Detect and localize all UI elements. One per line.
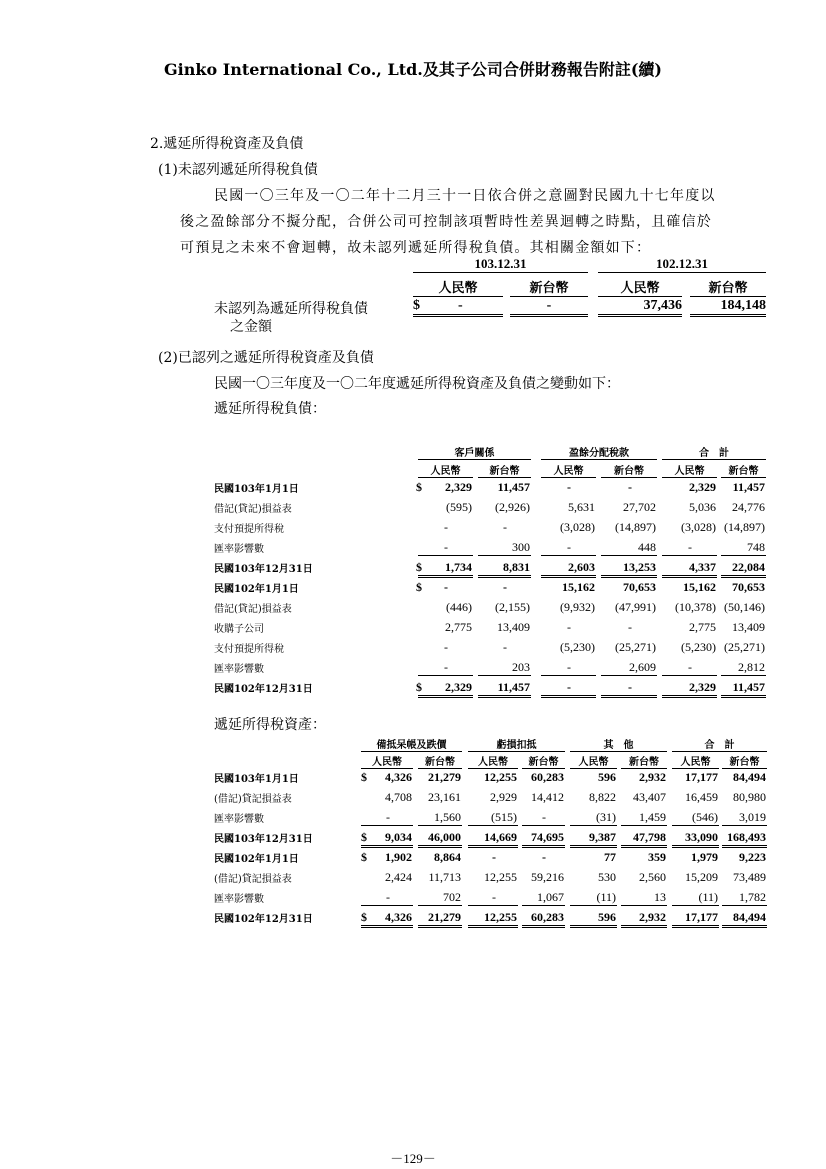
value-cell: 15,162 bbox=[562, 580, 595, 594]
value-cell: 47,798 bbox=[621, 830, 667, 848]
page-number: －129－ bbox=[390, 1151, 436, 1166]
row-label: 收購子公司 bbox=[214, 624, 264, 635]
dollar-sign: $ bbox=[361, 830, 367, 844]
value-cell: - bbox=[541, 660, 596, 676]
row-label: 匯率影響數 bbox=[214, 814, 264, 825]
value-cell: 2,560 bbox=[639, 870, 666, 884]
value-cell: 2,609 bbox=[601, 660, 657, 676]
value-cell: - bbox=[542, 850, 546, 864]
value-cell: (47,991) bbox=[615, 600, 656, 614]
page-header: Ginko International Co., Ltd.及其子公司合併財務報告附註(續) bbox=[164, 60, 662, 79]
value-cell: 17,177 bbox=[685, 770, 718, 784]
row-label: 借記(貸記)損益表 bbox=[214, 504, 292, 515]
paragraph-line: 可預見之未來不會迴轉，故未認列遞延所得稅負債。其相關金額如下： bbox=[180, 240, 652, 256]
column-header: 新台幣 bbox=[418, 753, 462, 769]
value-cell: 4,326 bbox=[361, 910, 413, 928]
value-cell: 2,329 bbox=[689, 480, 716, 494]
value-cell: 13,409 bbox=[732, 620, 765, 634]
value-cell: (31) bbox=[570, 810, 617, 826]
section-title: 2.遞延所得稅資產及負債 bbox=[150, 136, 304, 152]
value-cell: 702 bbox=[418, 890, 462, 906]
dollar-sign: $ bbox=[416, 560, 422, 574]
value-cell: - bbox=[541, 540, 596, 556]
value-cell bbox=[413, 298, 503, 317]
row-label: 匯率影響數 bbox=[214, 544, 264, 555]
value-cell: - bbox=[444, 640, 448, 654]
column-header: 新台幣 bbox=[722, 753, 767, 769]
value-cell: 4,326 bbox=[385, 770, 412, 784]
value-cell: 24,776 bbox=[732, 500, 765, 514]
group-header: 虧損扣抵 bbox=[468, 736, 565, 752]
value-cell: - bbox=[541, 680, 596, 698]
value-cell: 1,560 bbox=[418, 810, 462, 826]
value-cell: (9,932) bbox=[560, 600, 595, 614]
value-cell: (5,230) bbox=[560, 640, 595, 654]
group-header: 合 計 bbox=[672, 736, 767, 752]
value-cell: 13 bbox=[621, 890, 667, 906]
value-cell: 14,412 bbox=[531, 790, 564, 804]
row-label: 未認列為遞延所得稅負債 bbox=[214, 301, 368, 317]
value-cell: 596 bbox=[570, 910, 617, 928]
value-cell: 4,337 bbox=[662, 560, 717, 578]
column-header: 新台幣 bbox=[690, 277, 766, 297]
value-cell: 74,695 bbox=[522, 830, 565, 848]
value-cell: 9,223 bbox=[739, 850, 766, 864]
value-cell: - bbox=[361, 810, 413, 826]
row-label: 匯率影響數 bbox=[214, 664, 264, 675]
value-cell: 1,067 bbox=[522, 890, 565, 906]
value-cell: 11,713 bbox=[428, 870, 461, 884]
value-cell: 43,407 bbox=[633, 790, 666, 804]
value-cell: (25,271) bbox=[724, 640, 765, 654]
row-label: 之金額 bbox=[230, 319, 272, 335]
value-cell: (50,146) bbox=[724, 600, 765, 614]
dollar-sign: $ bbox=[361, 910, 367, 924]
value-cell: (14,897) bbox=[615, 520, 656, 534]
value-cell: 2,329 bbox=[418, 680, 473, 698]
value-cell: - bbox=[628, 480, 632, 494]
row-label: 民國102年1月1日 bbox=[214, 854, 299, 865]
value-cell: 77 bbox=[604, 850, 616, 864]
value-cell: 17,177 bbox=[672, 910, 719, 928]
column-header: 人民幣 bbox=[598, 277, 682, 297]
column-header: 新台幣 bbox=[721, 462, 766, 478]
value-cell: (10,378) bbox=[675, 600, 716, 614]
value-cell: (11) bbox=[672, 890, 719, 906]
value-cell: 12,255 bbox=[484, 770, 517, 784]
value-cell: 11,457 bbox=[732, 480, 765, 494]
value-cell: 3,019 bbox=[722, 810, 767, 826]
value-cell: 80,980 bbox=[733, 790, 766, 804]
value-cell: 4,708 bbox=[385, 790, 412, 804]
column-header: 新台幣 bbox=[478, 462, 531, 478]
value-cell: 13,409 bbox=[497, 620, 530, 634]
value-cell: 33,090 bbox=[672, 830, 719, 848]
value-cell: 300 bbox=[478, 540, 531, 556]
dollar-sign: $ bbox=[361, 770, 367, 784]
value-cell: 2,775 bbox=[689, 620, 716, 634]
group-header: 合 計 bbox=[662, 444, 766, 460]
row-label: 支付預提所得稅 bbox=[214, 524, 284, 535]
value-cell: 23,161 bbox=[428, 790, 461, 804]
value-cell: (2,155) bbox=[495, 600, 530, 614]
column-header: 新台幣 bbox=[621, 753, 667, 769]
row-label: 借記(貸記)損益表 bbox=[214, 604, 292, 615]
value-cell: - bbox=[522, 810, 565, 826]
group-header: 備抵呆帳及跌價 bbox=[361, 736, 462, 752]
row-label: (借記)貸記損益表 bbox=[214, 874, 292, 885]
value-cell: 73,489 bbox=[733, 870, 766, 884]
value-cell: 8,822 bbox=[589, 790, 616, 804]
value-cell: 203 bbox=[478, 660, 531, 676]
value-cell: 168,493 bbox=[722, 830, 767, 848]
value-cell: 530 bbox=[598, 870, 616, 884]
value-cell: (5,230) bbox=[681, 640, 716, 654]
row-label: 民國103年12月31日 bbox=[214, 564, 313, 575]
value-cell: - bbox=[503, 640, 507, 654]
value-cell: 22,084 bbox=[721, 560, 766, 578]
value-cell: 15,162 bbox=[683, 580, 716, 594]
value-cell: 1,902 bbox=[385, 850, 412, 864]
value-cell: 21,279 bbox=[418, 910, 462, 928]
value-cell: 21,279 bbox=[428, 770, 461, 784]
subsection-2-title: (2)已認列之遞延所得稅資產及負債 bbox=[158, 350, 374, 366]
value-cell: 84,494 bbox=[722, 910, 767, 928]
value-cell: 11,457 bbox=[721, 680, 766, 698]
subsection-1-title: (1)未認列遞延所得稅負債 bbox=[158, 162, 318, 178]
dollar-sign: $ bbox=[413, 298, 420, 313]
value-cell: - bbox=[510, 298, 588, 317]
date-header: 102.12.31 bbox=[598, 256, 766, 273]
row-label: (借記)貸記損益表 bbox=[214, 794, 292, 805]
row-label: 民國102年1月1日 bbox=[214, 584, 299, 595]
value-cell: 8,831 bbox=[478, 560, 531, 578]
paragraph-line: 後之盈餘部分不擬分配，合併公司可控制該項暫時性差異迴轉之時點，且確信於 bbox=[180, 214, 712, 230]
column-header: 人民幣 bbox=[468, 753, 518, 769]
value-cell: 2,603 bbox=[541, 560, 596, 578]
column-header: 人民幣 bbox=[672, 753, 719, 769]
dollar-sign: $ bbox=[416, 480, 422, 494]
column-header: 人民幣 bbox=[541, 462, 596, 478]
value-cell: (14,897) bbox=[724, 520, 765, 534]
value-cell: 11,457 bbox=[478, 680, 531, 698]
value-cell: (595) bbox=[446, 500, 472, 514]
paragraph-line: 民國一〇三年度及一〇二年度遞延所得稅資產及負債之變動如下： bbox=[214, 376, 620, 392]
column-header: 新台幣 bbox=[601, 462, 657, 478]
value-cell: - bbox=[662, 540, 717, 556]
dollar-sign: $ bbox=[416, 680, 422, 694]
value-cell: (3,028) bbox=[681, 520, 716, 534]
value-cell: 1,459 bbox=[621, 810, 667, 826]
value-cell: 2,932 bbox=[621, 910, 667, 928]
value-cell: - bbox=[601, 680, 657, 698]
value-cell: - bbox=[662, 660, 717, 676]
group-header: 盈餘分配稅款 bbox=[541, 444, 657, 460]
value-cell: 1,782 bbox=[722, 890, 767, 906]
value-cell: 2,424 bbox=[385, 870, 412, 884]
asset-title: 遞延所得稅資產： bbox=[214, 717, 326, 733]
value-cell: (3,028) bbox=[560, 520, 595, 534]
value-cell: 2,812 bbox=[721, 660, 766, 676]
liability-title: 遞延所得稅負債： bbox=[214, 401, 326, 417]
value-cell: 59,216 bbox=[531, 870, 564, 884]
value-cell: - bbox=[444, 520, 448, 534]
column-header: 人民幣 bbox=[570, 753, 617, 769]
value-cell: 14,669 bbox=[468, 830, 518, 848]
value-cell: 8,864 bbox=[434, 850, 461, 864]
value-cell: - bbox=[492, 850, 496, 864]
value-cell: 2,932 bbox=[639, 770, 666, 784]
paragraph-line: 民國一〇三年及一〇二年十二月三十一日依合併之意圖對民國九十七年度以 bbox=[214, 188, 716, 204]
value-cell: 359 bbox=[648, 850, 666, 864]
value-cell: (11) bbox=[570, 890, 617, 906]
value-cell: 70,653 bbox=[623, 580, 656, 594]
date-header: 103.12.31 bbox=[413, 256, 588, 273]
value-cell: 60,283 bbox=[522, 910, 565, 928]
value-cell: 2,775 bbox=[445, 620, 472, 634]
value-cell: 448 bbox=[601, 540, 657, 556]
value-cell: 16,459 bbox=[685, 790, 718, 804]
row-label: 民國103年1月1日 bbox=[214, 484, 299, 495]
value-cell: - bbox=[444, 580, 448, 594]
value-cell: 12,255 bbox=[468, 910, 518, 928]
value-cell: 9,034 bbox=[361, 830, 413, 848]
column-header: 人民幣 bbox=[361, 753, 413, 769]
value-cell: 2,329 bbox=[662, 680, 717, 698]
value-cell: (446) bbox=[446, 600, 472, 614]
value-cell: (515) bbox=[468, 810, 518, 826]
value-cell: - bbox=[628, 620, 632, 634]
row-label: 民國103年1月1日 bbox=[214, 774, 299, 785]
value-cell: - bbox=[567, 480, 571, 494]
value-cell: 5,631 bbox=[568, 500, 595, 514]
column-header: 人民幣 bbox=[662, 462, 717, 478]
row-label: 匯率影響數 bbox=[214, 894, 264, 905]
value-cell: (2,926) bbox=[495, 500, 530, 514]
value-cell: 70,653 bbox=[732, 580, 765, 594]
value-cell: 27,702 bbox=[623, 500, 656, 514]
value-cell: - bbox=[468, 890, 518, 906]
value-cell: 60,283 bbox=[531, 770, 564, 784]
value-cell: 15,209 bbox=[685, 870, 718, 884]
column-header: 人民幣 bbox=[413, 277, 503, 297]
dollar-sign: $ bbox=[361, 850, 367, 864]
value-cell: 11,457 bbox=[497, 480, 530, 494]
value-cell: 5,036 bbox=[689, 500, 716, 514]
value-cell: - bbox=[361, 890, 413, 906]
value-cell: (546) bbox=[672, 810, 719, 826]
dollar-sign: $ bbox=[416, 580, 422, 594]
group-header: 其 他 bbox=[570, 736, 667, 752]
value-cell: 2,329 bbox=[445, 480, 472, 494]
value-cell: - bbox=[503, 520, 507, 534]
row-label: 民國102年12月31日 bbox=[214, 914, 313, 925]
value-cell: 84,494 bbox=[733, 770, 766, 784]
value-cell: 596 bbox=[598, 770, 616, 784]
value-cell: 13,253 bbox=[601, 560, 657, 578]
group-header: 客戶關係 bbox=[418, 444, 531, 460]
value-cell: - bbox=[418, 660, 473, 676]
value-cell: 9,387 bbox=[570, 830, 617, 848]
row-label: 支付預提所得稅 bbox=[214, 644, 284, 655]
value-cell: 46,000 bbox=[418, 830, 462, 848]
value-cell: - bbox=[567, 620, 571, 634]
value-cell: 2,929 bbox=[490, 790, 517, 804]
value-cell: - bbox=[503, 580, 507, 594]
column-header: 新台幣 bbox=[522, 753, 565, 769]
column-header: 新台幣 bbox=[510, 277, 588, 297]
row-label: 民國102年12月31日 bbox=[214, 684, 313, 695]
value-cell: 12,255 bbox=[484, 870, 517, 884]
value-cell: - bbox=[418, 540, 473, 556]
column-header: 人民幣 bbox=[418, 462, 473, 478]
value-cell: 37,436 bbox=[598, 298, 682, 317]
value-cell: 1,734 bbox=[418, 560, 473, 578]
value-cell: 184,148 bbox=[690, 298, 766, 317]
value: - bbox=[458, 298, 463, 313]
value-cell: 1,979 bbox=[691, 850, 718, 864]
value-cell: 748 bbox=[721, 540, 766, 556]
value-cell: (25,271) bbox=[615, 640, 656, 654]
row-label: 民國103年12月31日 bbox=[214, 834, 313, 845]
